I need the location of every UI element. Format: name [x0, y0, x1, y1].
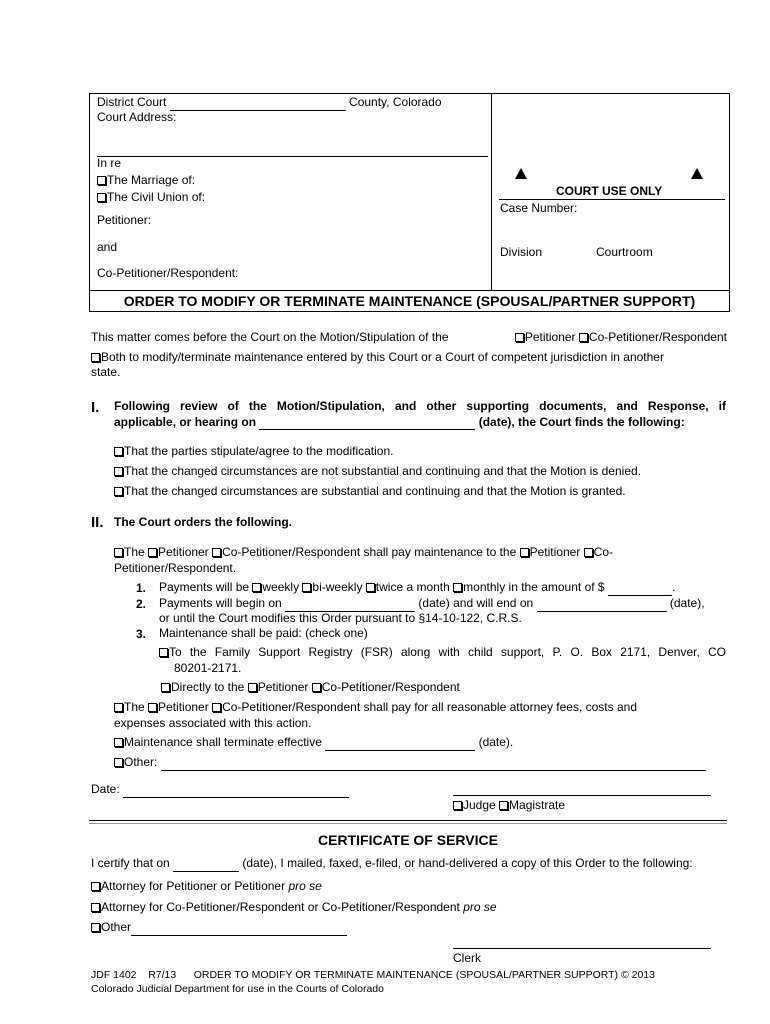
intro-co-petitioner-label: Co-Petitioner/Respondent	[588, 330, 727, 344]
pro-se-label: pro se	[463, 900, 497, 914]
pay-to-co-label: Co-	[593, 545, 613, 559]
weekly-checkbox[interactable]	[252, 583, 261, 592]
clerk-label: Clerk	[453, 951, 482, 965]
court-address-label: Court Address:	[97, 110, 177, 124]
section-2-heading: The Court orders the following.	[114, 515, 292, 529]
intro-text: This matter comes before the Court on the Motion/Stipulation of the	[91, 330, 449, 344]
pay-petitioner-checkbox[interactable]	[148, 548, 157, 557]
finding-2-label: That the changed circumstances are not substantial and continuing and that the Motion is denied.	[124, 464, 641, 478]
item-2-line	[159, 596, 705, 612]
certificate-title: CERTIFICATE OF SERVICE	[318, 832, 498, 848]
civil-union-option[interactable]	[97, 190, 205, 206]
fees-co-checkbox[interactable]	[212, 703, 221, 712]
marriage-checkbox[interactable]	[97, 176, 106, 185]
item-2-line-2: or until the Court modifies this Order pursuant to §14-10-122, C.R.S.	[159, 611, 522, 625]
pay-the: The	[124, 545, 145, 559]
finding-option-1[interactable]	[114, 444, 394, 460]
terminate-end: (date).	[478, 735, 514, 749]
certify-text-a: I certify that on	[91, 856, 170, 870]
intro-state: state.	[91, 365, 121, 380]
fees-line-2: expenses associated with this action.	[114, 716, 312, 730]
direct-co-label: Co-Petitioner/Respondent	[321, 680, 460, 694]
pay-to-petitioner-checkbox[interactable]	[520, 548, 529, 557]
page-title: ORDER TO MODIFY OR TERMINATE MAINTENANCE (SPOUSAL/PARTNER SUPPORT)	[123, 293, 696, 309]
other-field[interactable]	[161, 770, 706, 771]
item-1-number: 1.	[136, 581, 147, 595]
terminate-checkbox[interactable]	[114, 738, 123, 747]
fees-line	[114, 700, 637, 716]
biweekly-label: bi-weekly	[312, 580, 363, 594]
fsr-line-2: 80201-2171.	[174, 661, 242, 675]
certify-line	[91, 856, 693, 872]
order-date-field[interactable]	[123, 797, 349, 798]
magistrate-label: Magistrate	[509, 798, 566, 812]
judge-label: Judge	[463, 798, 496, 812]
section-2-numeral: II.	[91, 514, 104, 531]
service-co-option[interactable]	[91, 900, 497, 916]
finding-option-3[interactable]	[114, 484, 626, 500]
caption-horizontal-divider	[90, 290, 729, 291]
service-date-field[interactable]	[173, 871, 239, 872]
court-use-only: COURT USE ONLY	[556, 184, 663, 198]
judge-signature-field[interactable]	[453, 781, 711, 796]
other-line	[114, 755, 706, 771]
direct-petitioner-checkbox[interactable]	[248, 683, 257, 692]
other-checkbox[interactable]	[114, 758, 123, 767]
petitioner-label: Petitioner:	[97, 213, 152, 227]
pay-co-checkbox[interactable]	[212, 548, 221, 557]
service-petitioner-checkbox[interactable]	[91, 882, 100, 891]
intro-both-checkbox[interactable]	[91, 353, 100, 362]
biweekly-checkbox[interactable]	[302, 583, 311, 592]
finding-1-checkbox[interactable]	[114, 447, 123, 456]
service-petitioner-label: Attorney for Petitioner or Petitioner	[101, 879, 286, 893]
fees-petitioner-checkbox[interactable]	[148, 703, 157, 712]
direct-petitioner-label: Petitioner	[257, 680, 309, 694]
intro-petitioner-checkbox[interactable]	[515, 333, 524, 342]
intro-co-petitioner-checkbox[interactable]	[579, 333, 588, 342]
finding-3-checkbox[interactable]	[114, 487, 123, 496]
fees-co-label: Co-Petitioner/Respondent shall pay for all reasonable attorney fees, costs and	[222, 700, 637, 714]
service-other-label: Other	[101, 920, 132, 934]
section-1-text-c: (date), the Court finds the following:	[478, 414, 685, 429]
section-separator	[89, 820, 727, 824]
direct-label: Directly to the	[171, 680, 245, 694]
direct-checkbox[interactable]	[161, 683, 170, 692]
service-co-label: Attorney for Co-Petitioner/Respondent or Co-Petitioner/Respondent	[101, 900, 460, 914]
magistrate-checkbox[interactable]	[499, 801, 508, 810]
item-3-text: Maintenance shall be paid: (check one)	[159, 626, 368, 640]
pay-to-co-checkbox[interactable]	[584, 548, 593, 557]
pay-checkbox[interactable]	[114, 548, 123, 557]
intro-paragraph	[91, 330, 727, 381]
in-re-label: In re	[97, 156, 122, 170]
footer-line-1: JDF 1402 R7/13 ORDER TO MODIFY OR TERMINATE MAINTENANCE (SPOUSAL/PARTNER SUPPORT) © 2013	[91, 969, 655, 981]
twice-month-checkbox[interactable]	[366, 583, 375, 592]
item-2-text-c: (date),	[669, 596, 705, 610]
date-label: Date:	[91, 782, 120, 796]
district-court-field[interactable]	[170, 110, 346, 111]
section-1-text-b: applicable, or hearing on	[114, 414, 257, 429]
fees-checkbox[interactable]	[114, 703, 123, 712]
caption-vertical-divider	[491, 94, 492, 290]
finding-3-label: That the changed circumstances are substantial and continuing and that the Motion is granted.	[124, 484, 626, 498]
caption-box	[89, 93, 730, 312]
civil-union-checkbox[interactable]	[97, 193, 106, 202]
pay-maintenance-line	[114, 545, 726, 561]
item-2-text-b: (date) and will end on	[418, 596, 534, 610]
hearing-date-field[interactable]	[259, 429, 475, 430]
other-label: Other:	[124, 755, 158, 769]
service-co-checkbox[interactable]	[91, 903, 100, 912]
pro-se-label: pro se	[288, 879, 322, 893]
district-court-label: District Court	[97, 95, 167, 109]
item-2-text-a: Payments will begin on	[159, 596, 282, 610]
section-1-text-a: Following review of the Motion/Stipulation, and other supporting documents, and Response, if	[114, 399, 726, 413]
service-petitioner-option[interactable]	[91, 879, 322, 895]
up-arrow-icon	[515, 168, 527, 179]
end-date-field[interactable]	[537, 611, 667, 612]
fees-the: The	[124, 700, 145, 714]
clerk-signature-field[interactable]	[453, 934, 711, 949]
courtroom-label: Courtroom	[596, 245, 653, 259]
section-1-heading	[114, 399, 726, 430]
certify-text-b: (date), I mailed, faxed, e-filed, or hand-delivered a copy of this Order to the following:	[242, 856, 693, 870]
in-re-rule	[97, 156, 488, 157]
twice-month-label: twice a month	[375, 580, 450, 594]
footer-line-2: Colorado Judicial Department for use in the Courts of Colorado	[91, 983, 384, 995]
finding-option-2[interactable]	[114, 464, 641, 480]
item-1-line	[159, 580, 675, 596]
pay-co-label: Co-Petitioner/Respondent shall pay maintenance to the	[222, 545, 517, 559]
intro-petitioner-label: Petitioner	[524, 330, 576, 344]
finding-1-label: That the parties stipulate/agree to the modification.	[124, 444, 394, 458]
case-number-label: Case Number:	[500, 201, 578, 215]
marriage-label: The Marriage of:	[107, 173, 196, 187]
marriage-option[interactable]	[97, 173, 195, 189]
item-3-number: 3.	[136, 627, 147, 641]
service-other-checkbox[interactable]	[91, 923, 100, 932]
up-arrow-icon	[691, 168, 703, 179]
service-other-field[interactable]	[131, 935, 347, 936]
civil-union-label: The Civil Union of:	[107, 190, 206, 204]
fsr-checkbox[interactable]	[159, 648, 168, 657]
county-label: County, Colorado	[349, 95, 442, 109]
fees-petitioner-label: Petitioner	[158, 700, 209, 714]
item-1-text: Payments will be	[159, 580, 250, 594]
judge-checkbox[interactable]	[453, 801, 462, 810]
pay-line-2: Petitioner/Respondent.	[114, 561, 237, 575]
weekly-label: weekly	[262, 580, 300, 594]
finding-2-checkbox[interactable]	[114, 467, 123, 476]
date-line	[91, 782, 349, 798]
item-1-end: .	[671, 580, 676, 594]
division-label: Division	[500, 245, 543, 259]
pay-petitioner-label: Petitioner	[158, 545, 209, 559]
monthly-checkbox[interactable]	[453, 583, 462, 592]
fsr-label: To the Family Support Registry (FSR) along with child support, P. O. Box 2171, Denver, CO	[169, 645, 726, 659]
terminate-line	[114, 735, 513, 751]
pay-to-petitioner-label: Petitioner	[529, 545, 581, 559]
terminate-date-field[interactable]	[325, 750, 475, 751]
intro-both-label: Both to modify/terminate maintenance entered by this Court or a Court of competent jurisdiction in another	[101, 349, 664, 364]
item-2-number: 2.	[136, 597, 147, 611]
monthly-label: monthly in the amount of $	[463, 580, 605, 594]
co-petitioner-label: Co-Petitioner/Respondent:	[97, 266, 239, 280]
section-1-numeral: I.	[91, 399, 100, 416]
service-other-option	[91, 920, 347, 936]
and-label: and	[97, 240, 118, 254]
terminate-label: Maintenance shall terminate effective	[124, 735, 322, 749]
direct-option	[161, 680, 460, 696]
judge-magistrate-line	[453, 798, 565, 814]
fsr-option[interactable]	[159, 645, 726, 661]
district-court-line	[97, 95, 442, 111]
direct-co-checkbox[interactable]	[312, 683, 321, 692]
